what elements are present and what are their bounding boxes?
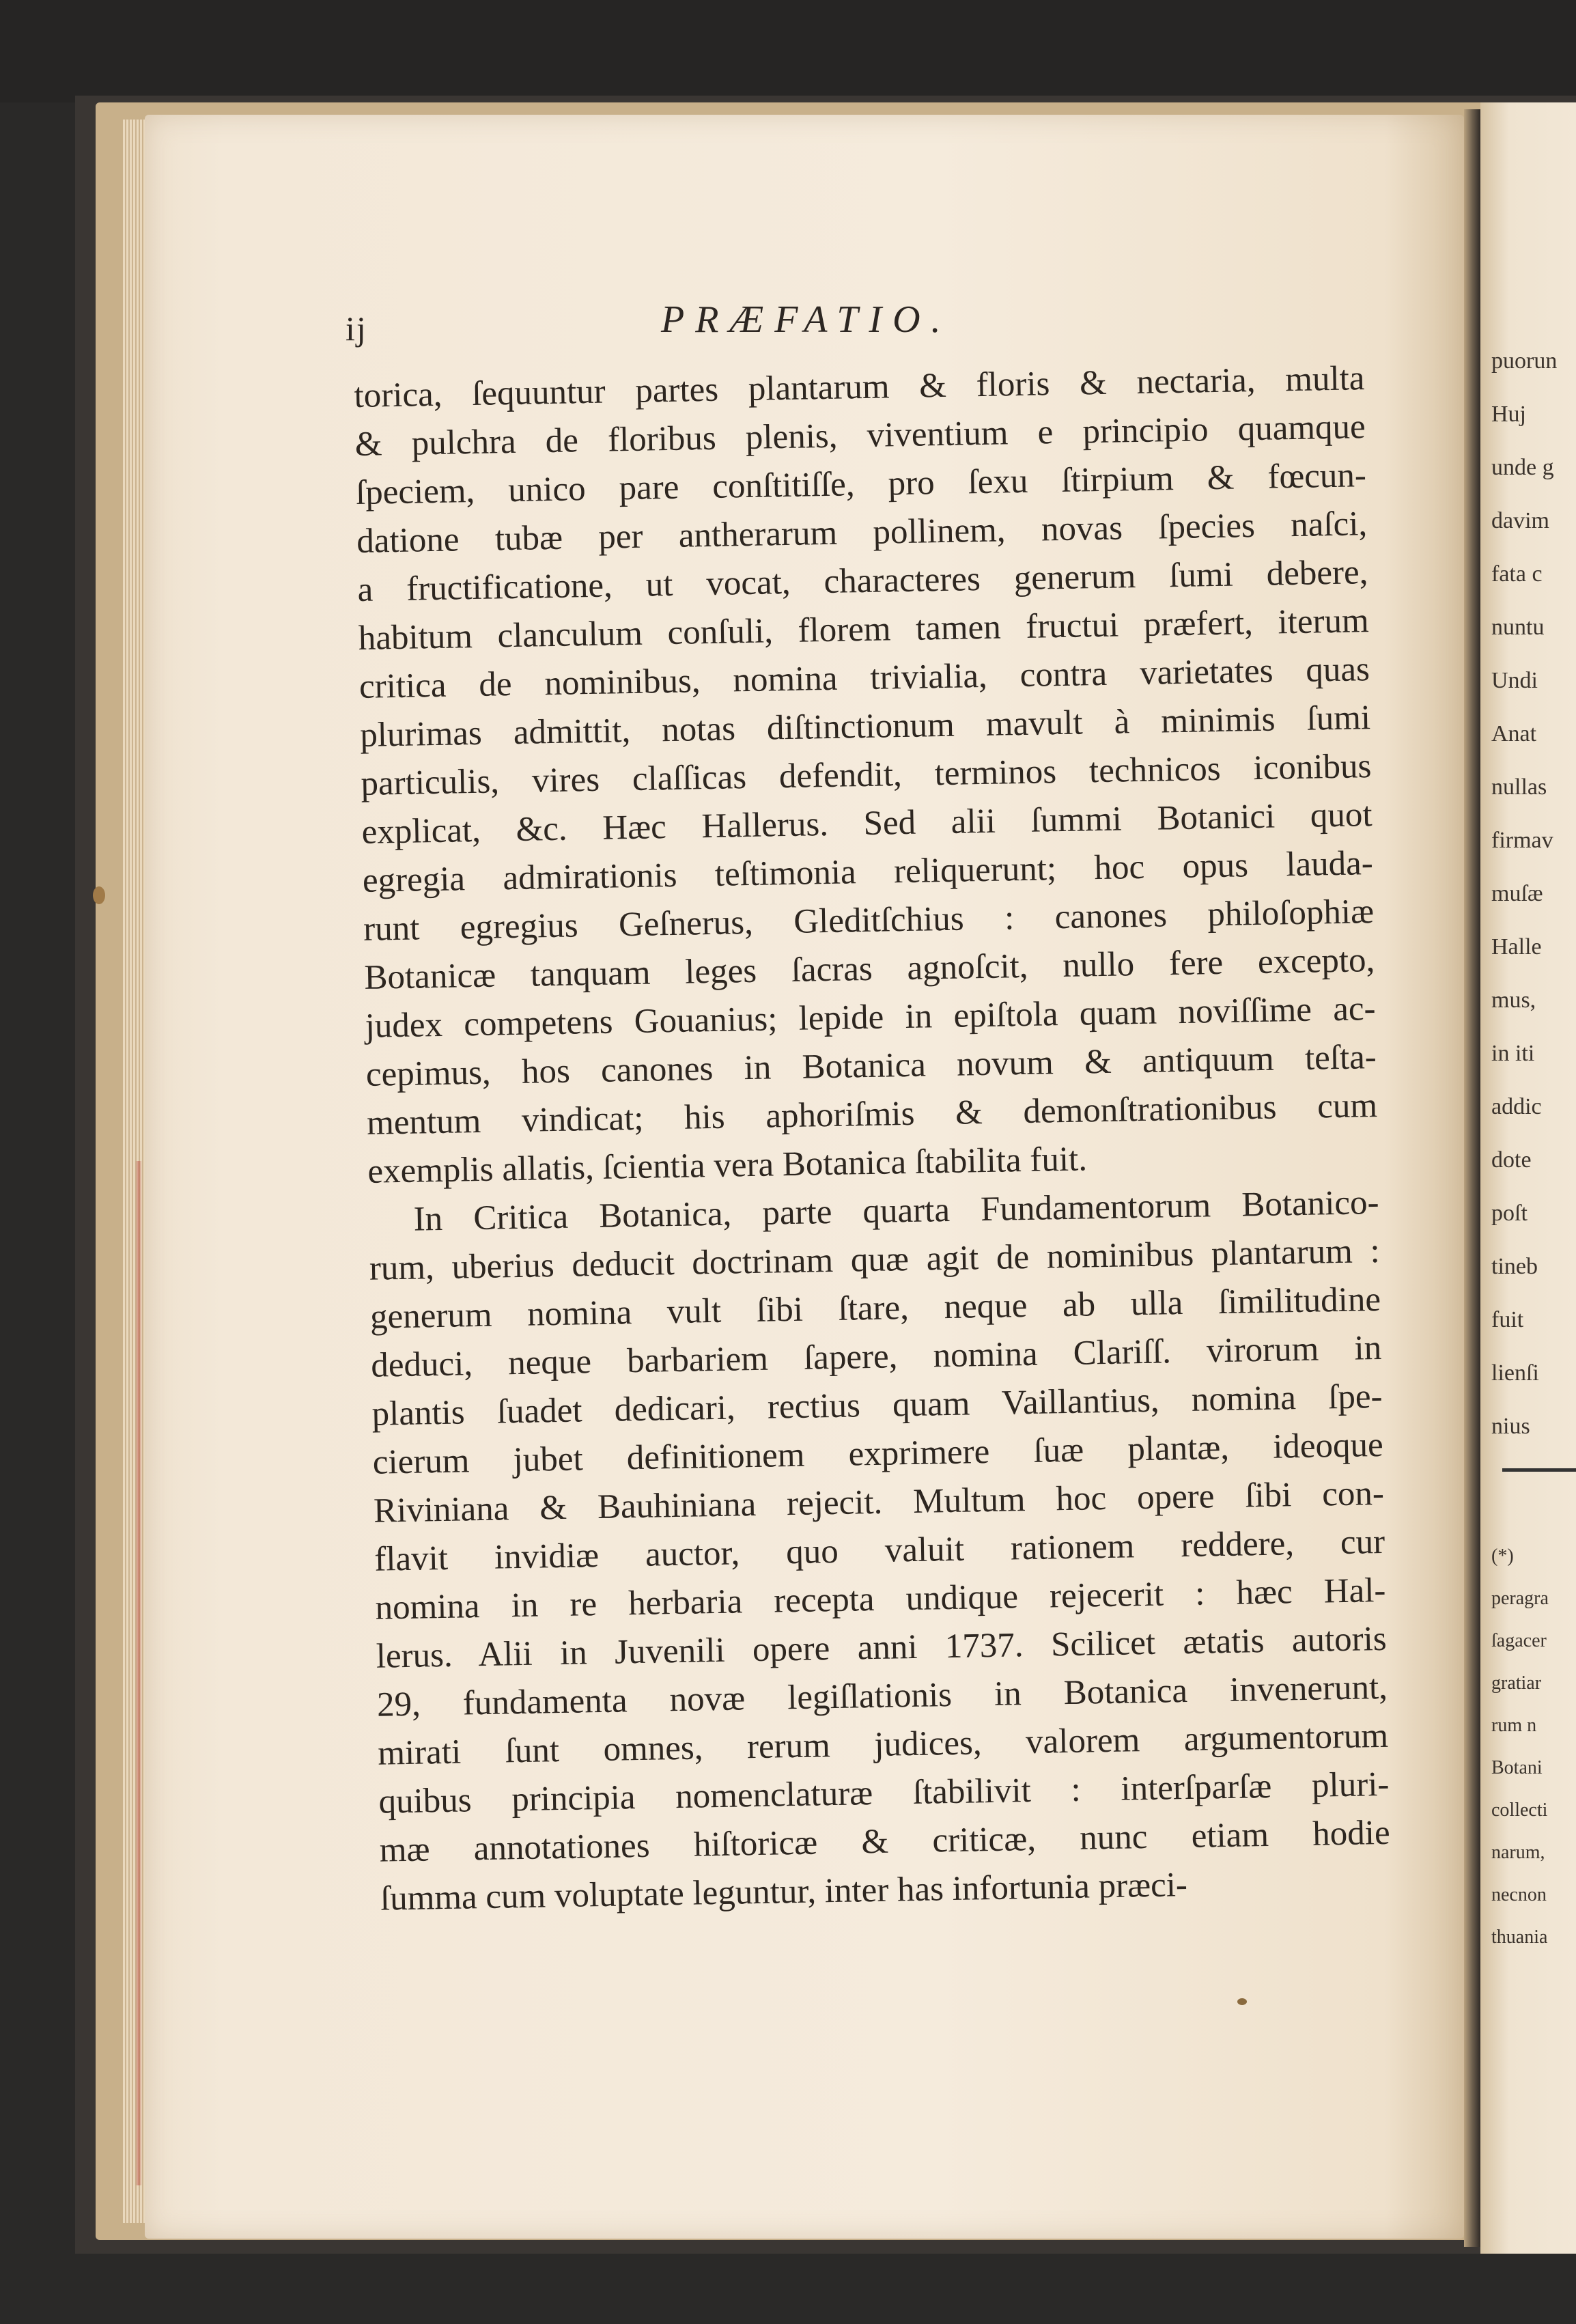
- text-line: mæ annotationes hiſtoricæ & criticæ, nunc etiam hodie: [379, 1813, 1391, 1870]
- text-line: explicat, &c. Hæc Hallerus. Sed alii ſummi Botanici quot: [361, 796, 1373, 852]
- text-line: 29, fundamenta novæ legiſlationis in Botanica invenerunt,: [376, 1668, 1388, 1724]
- scan-background: [0, 0, 1576, 102]
- facing-footnote-line: necnon: [1491, 1884, 1547, 1905]
- paper-speck: [1237, 1998, 1247, 2005]
- facing-footnote-line: peragra: [1491, 1588, 1549, 1609]
- text-line: habitum clanculum conſuli, florem tamen fructui præfert, iterum: [358, 602, 1370, 658]
- facing-line: fuit: [1491, 1307, 1524, 1332]
- text-line: ſpeciem, unico pare conſtitiſſe, pro ſexu ſtirpium & fœcun-: [355, 456, 1367, 512]
- text-line: torica, ſequuntur partes plantarum & floris & nectaria, multa: [354, 359, 1365, 415]
- facing-line: nius: [1491, 1414, 1530, 1439]
- page-folio: ij: [346, 309, 367, 348]
- facing-line: Anat: [1491, 721, 1537, 746]
- text-line: lerus. Alii in Juvenili opere anni 1737. Scilicet ætatis autoris: [376, 1619, 1388, 1676]
- facing-line: mus,: [1491, 988, 1536, 1013]
- facing-footnote-line: thuania: [1491, 1927, 1548, 1948]
- text-line: plantis ſuadet dedicari, rectius quam Vaillantius, nomina ſpe-: [371, 1377, 1383, 1433]
- facing-line: davim: [1491, 508, 1549, 533]
- facing-line: muſæ: [1491, 881, 1543, 906]
- text-line: exemplis allatis, ſcientia vera Botanica ſtabilita fuit.: [367, 1140, 1088, 1191]
- facing-line: dote: [1491, 1147, 1532, 1173]
- text-line: judex competens Gouanius; lepide in epiſtola quam noviſſime ac-: [365, 990, 1376, 1046]
- text-line: mirati ſunt omnes, rerum judices, valorem argumentorum: [377, 1716, 1389, 1773]
- facing-footnote-line: rum n: [1491, 1715, 1537, 1736]
- red-edge-tint: [135, 1161, 142, 2185]
- facing-line: Undi: [1491, 668, 1538, 693]
- text-line: flavit invidiæ auctor, quo valuit rationem reddere, cur: [374, 1522, 1385, 1579]
- text-line: In Critica Botanica, parte quarta Fundamentorum Botanico-: [413, 1183, 1379, 1239]
- text-line: generum nomina vult ſibi ſtare, neque ab ulla ſimilitudine: [369, 1280, 1381, 1336]
- body-text: [354, 354, 1391, 1923]
- facing-footnote-line: gratiar: [1491, 1672, 1542, 1694]
- facing-footnote-line: Botani: [1491, 1757, 1543, 1778]
- text-line: critica de nominibus, nomina trivialia, contra varietates quas: [358, 650, 1370, 706]
- text-line: particulis, vires claſſicas defendit, terminos technicos iconibus: [361, 747, 1372, 803]
- facing-footnote-line: narum,: [1491, 1842, 1545, 1863]
- text-line: quibus principia nomenclaturæ ſtabilivit : interſparſæ pluri-: [378, 1765, 1390, 1821]
- facing-line: fata c: [1491, 561, 1543, 587]
- facing-line: lienſi: [1491, 1360, 1539, 1386]
- facing-line: poſt: [1491, 1201, 1528, 1226]
- binding-mark: [93, 886, 105, 904]
- footnote-rule: [1502, 1468, 1576, 1472]
- facing-line: firmav: [1491, 828, 1553, 853]
- text-line: cierum jubet definitionem exprimere ſuæ plantæ, ideoque: [372, 1425, 1384, 1482]
- text-line: cepimus, hos canones in Botanica novum & antiquum teſta-: [365, 1038, 1377, 1094]
- facing-line: unde g: [1491, 455, 1554, 480]
- text-line: plurimas admittit, notas diſtinctionum mavult à minimis ſumi: [359, 699, 1371, 755]
- facing-line: in iti: [1491, 1041, 1535, 1066]
- facing-line: addic: [1491, 1094, 1542, 1119]
- text-line: & pulchra de floribus plenis, viventium e principio quamque: [354, 408, 1366, 464]
- text-line: Riviniana & Bauhiniana rejecit. Multum hoc opere ſibi con-: [373, 1474, 1385, 1530]
- facing-footnote-line: collecti: [1491, 1800, 1548, 1821]
- text-line: Botanicæ tanquam leges ſacras agnoſcit, nullo fere excepto,: [363, 941, 1375, 997]
- facing-line: nullas: [1491, 774, 1547, 800]
- text-line: deduci, neque barbariem ſapere, nomina Clariſſ. virorum in: [370, 1328, 1382, 1385]
- facing-line: tineb: [1491, 1254, 1538, 1279]
- footnote-gap: [1491, 1453, 1576, 1535]
- facing-line: Halle: [1491, 934, 1542, 960]
- facing-footnote-line: ſagacer: [1491, 1630, 1547, 1651]
- text-line: nomina in re herbaria recepta undique rejecerit : hæc Hal-: [375, 1571, 1386, 1627]
- text-line: mentum vindicat; his aphoriſmis & demonſtrationibus cum: [366, 1087, 1378, 1143]
- facing-line: puorun: [1491, 348, 1558, 374]
- facing-footnote-line: (*): [1491, 1545, 1514, 1567]
- text-line: datione tubæ per antherarum pollinem, novas ſpecies naſci,: [356, 505, 1368, 561]
- running-head: PRÆFATIO.: [661, 298, 952, 341]
- book-gutter: [1464, 109, 1480, 2247]
- facing-line: Huj: [1491, 402, 1526, 427]
- text-line: ſumma cum voluptate leguntur, inter has infortunia præci-: [380, 1866, 1188, 1918]
- text-line: runt egregius Geſnerus, Gleditſchius : canones philoſophiæ: [363, 893, 1375, 949]
- facing-page-text: [1491, 335, 1576, 1959]
- text-line: egregia admirationis teſtimonia reliquerunt; hoc opus lauda-: [362, 844, 1374, 900]
- facing-line: nuntu: [1491, 615, 1545, 640]
- text-line: a fructificatione, ut vocat, characteres generum ſumi debere,: [357, 553, 1368, 609]
- text-line: rum, uberius deducit doctrinam quæ agit de nominibus plantarum :: [369, 1231, 1381, 1288]
